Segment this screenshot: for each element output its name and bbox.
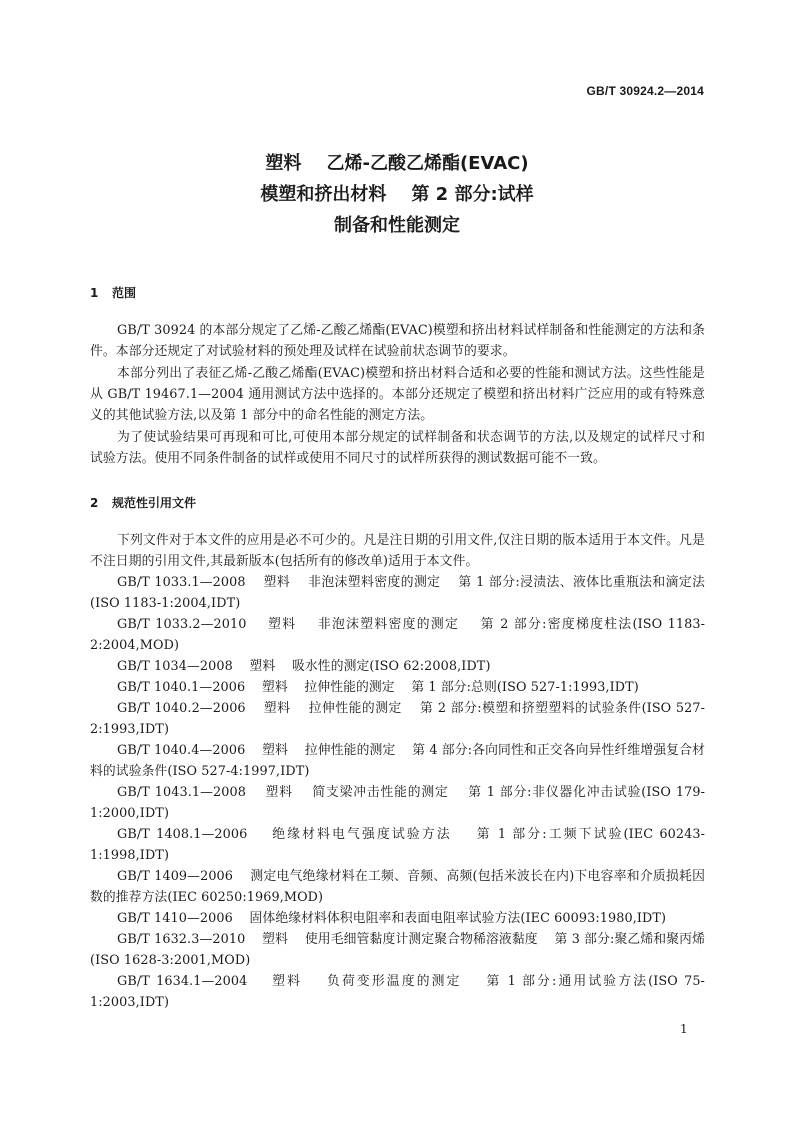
section-1-number: 1: [90, 286, 99, 300]
section-1-paragraph-1: GB/T 30924 的本部分规定了乙烯-乙酸乙烯酯(EVAC)模塑和挤出材料试样制备和性能测定的方法和条件。本部分还规定了对试验材料的预处理及试样在试验前状态调节的要求。: [90, 323, 705, 359]
section-2-number: 2: [90, 496, 99, 510]
section-1-paragraph-3: 为了使试验结果可再现和可比,可使用本部分规定的试样制备和状态调节的方法,以及规定的试样尺寸和试验方法。使用不同条件制备的试样或使用不同尺寸的试样所获得的测试数据可能不一致。: [90, 430, 705, 466]
section-2-heading: [90, 494, 196, 511]
section-1-heading: [90, 284, 136, 301]
reference-item: GB/T 1040.1—2006 塑料 拉伸性能的测定 第 1 部分:总则(ISO 527-1:1993,IDT): [117, 680, 639, 695]
section-1-paragraph-2: 本部分列出了表征乙烯-乙酸乙烯酯(EVAC)模塑和挤出材料合适和必要的性能和测试方法。这些性能是从 GB/T 19467.1—2004 通用测试方法中选择的。本部分还规定了模塑和挤出材料广泛应用的或有特殊意义的其他试验方法,以及第 1 部分中的命名性能的测定方法。: [90, 366, 705, 423]
section-2-intro: 下列文件对于本文件的应用是必不可少的。凡是注日期的引用文件,仅注日期的版本适用于本文件。凡是不注日期的引用文件,其最新版本(包括所有的修改单)适用于本文件。: [90, 533, 705, 569]
reference-item: GB/T 1043.1—2008 塑料 简支梁冲击性能的测定 第 1 部分:非仪器化冲击试验(ISO 179-1:2000,IDT): [90, 785, 705, 821]
reference-item: GB/T 1408.1—2006 绝缘材料电气强度试验方法 第 1 部分:工频下试验(IEC 60243-1:1998,IDT): [90, 827, 705, 863]
page-number: 1: [680, 1022, 688, 1036]
reference-item: GB/T 1034—2008 塑料 吸水性的测定(ISO 62:2008,IDT): [117, 659, 491, 674]
section-2-title: 规范性引用文件: [112, 496, 197, 510]
reference-item: GB/T 1040.4—2006 塑料 拉伸性能的测定 第 4 部分:各向同性和正交各向异性纤维增强复合材料的试验条件(ISO 527-4:1997,IDT): [90, 743, 705, 779]
document-title: [0, 148, 794, 241]
reference-list: [90, 572, 705, 1013]
section-1-title: 范围: [112, 286, 137, 300]
title-line-2: 模塑和挤出材料 第 2 部分:试样: [260, 184, 534, 205]
title-line-3: 制备和性能测定: [334, 215, 460, 236]
reference-item: GB/T 1033.1—2008 塑料 非泡沫塑料密度的测定 第 1 部分:浸渍法、液体比重瓶法和滴定法(ISO 1183-1:2004,IDT): [90, 575, 705, 611]
reference-item: GB/T 1634.1—2004 塑料 负荷变形温度的测定 第 1 部分:通用试验方法(ISO 75-1:2003,IDT): [90, 974, 705, 1010]
reference-item: GB/T 1040.2—2006 塑料 拉伸性能的测定 第 2 部分:模塑和挤塑塑料的试验条件(ISO 527-2:1993,IDT): [90, 701, 705, 737]
standard-number: GB/T 30924.2—2014: [586, 84, 704, 98]
reference-item: GB/T 1033.2—2010 塑料 非泡沫塑料密度的测定 第 2 部分:密度梯度柱法(ISO 1183-2:2004,MOD): [90, 617, 705, 653]
reference-item: GB/T 1632.3—2010 塑料 使用毛细管黏度计测定聚合物稀溶液黏度 第 3 部分:聚乙烯和聚丙烯(ISO 1628-3:2001,MOD): [90, 932, 705, 968]
title-line-1: 塑料 乙烯-乙酸乙烯酯(EVAC): [265, 153, 529, 174]
reference-item: GB/T 1410—2006 固体绝缘材料体积电阻率和表面电阻率试验方法(IEC 60093:1980,IDT): [117, 911, 667, 926]
reference-item: GB/T 1409—2006 测定电气绝缘材料在工频、音频、高频(包括米波长在内)下电容率和介质损耗因数的推荐方法(IEC 60250:1969,MOD): [90, 869, 705, 905]
